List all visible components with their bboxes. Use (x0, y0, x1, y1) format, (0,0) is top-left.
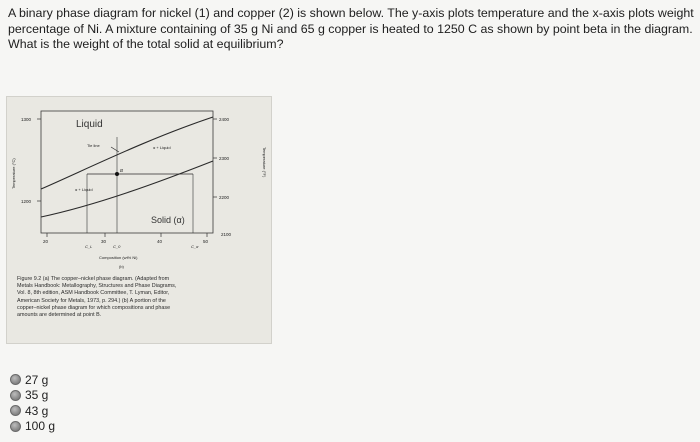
sub-label: (b) (119, 264, 124, 269)
liquidus-curve (41, 117, 213, 189)
comp-label-calpha: C_α (191, 244, 199, 249)
right-tick-label: 2100 (221, 232, 232, 237)
option-35g[interactable] (10, 388, 55, 404)
option-label: 27 g (25, 372, 49, 387)
option-43g[interactable] (10, 403, 55, 419)
caption-line: Vol. 8, 8th edition, ASM Handbook Committee, T. Lyman, Editor, (17, 290, 170, 297)
caption-line: copper–nickel phase diagram for which compositions and phase (17, 304, 171, 311)
region-liquid-label: Liquid (76, 119, 103, 130)
option-100g[interactable] (10, 419, 55, 435)
option-label: 43 g (25, 403, 49, 418)
answer-options (10, 372, 55, 434)
caption-line: American Society for Metals, 1973, p. 294.) (b) A portion of the (17, 297, 166, 304)
question-line: percentage of Ni. A mixture containing of 35 g Ni and 65 g copper is heated to 1250 C as shown by point beta in the diagram. (8, 21, 693, 36)
region-solid-label: Solid (α) (151, 215, 185, 225)
right-tick-label: 2300 (219, 156, 230, 161)
left-tick-label: 1300 (21, 117, 32, 122)
tie-line-label: Tie line (87, 143, 100, 148)
comp-label-c0: C_0 (113, 244, 121, 249)
option-label: 35 g (25, 388, 49, 403)
caption-line: Metals Handbook: Metallography, Structures and Phase Diagrams, (17, 283, 177, 290)
point-beta (115, 172, 119, 176)
caption-line: Figure 9.2 (a) The copper–nickel phase diagram. (Adapted from (17, 276, 170, 282)
left-tick-label: 1200 (21, 199, 32, 204)
left-axis-label: Temperature (°C) (11, 158, 16, 189)
figure-caption (17, 276, 262, 319)
right-tick-label: 2400 (219, 117, 230, 122)
comp-label-cl: C_L (85, 244, 93, 249)
alpha-liquid-right-label: α + Liquid (153, 145, 171, 150)
x-tick-label: 20 (43, 239, 49, 244)
x-tick-label: 40 (157, 239, 163, 244)
phase-diagram-figure (6, 96, 272, 344)
x-tick-label: 50 (203, 239, 209, 244)
plot-frame (41, 111, 213, 233)
radio-button[interactable] (10, 405, 21, 416)
question-line: A binary phase diagram for nickel (1) and copper (2) is shown below. The y-axis plots temperature and the x-axis plots weight (8, 6, 694, 20)
question-line: What is the weight of the total solid at equilibrium? (8, 37, 284, 51)
alpha-liquid-left-label: α + Liquid (75, 187, 93, 192)
option-label: 100 g (25, 419, 56, 434)
solidus-curve (41, 161, 213, 217)
option-27g[interactable] (10, 372, 55, 388)
right-axis-label: Temperature (°F) (262, 147, 267, 178)
x-tick-label: 30 (101, 239, 107, 244)
tie-line-arrow (111, 147, 119, 152)
right-tick-label: 2200 (219, 195, 230, 200)
question-text (8, 6, 693, 53)
radio-button[interactable] (10, 390, 21, 401)
radio-button[interactable] (10, 374, 21, 385)
caption-line: amounts are determined at point B. (17, 312, 102, 319)
point-beta-label: B (120, 168, 124, 173)
radio-button[interactable] (10, 421, 21, 432)
x-axis-label: Composition (wt% Ni) (99, 255, 138, 260)
